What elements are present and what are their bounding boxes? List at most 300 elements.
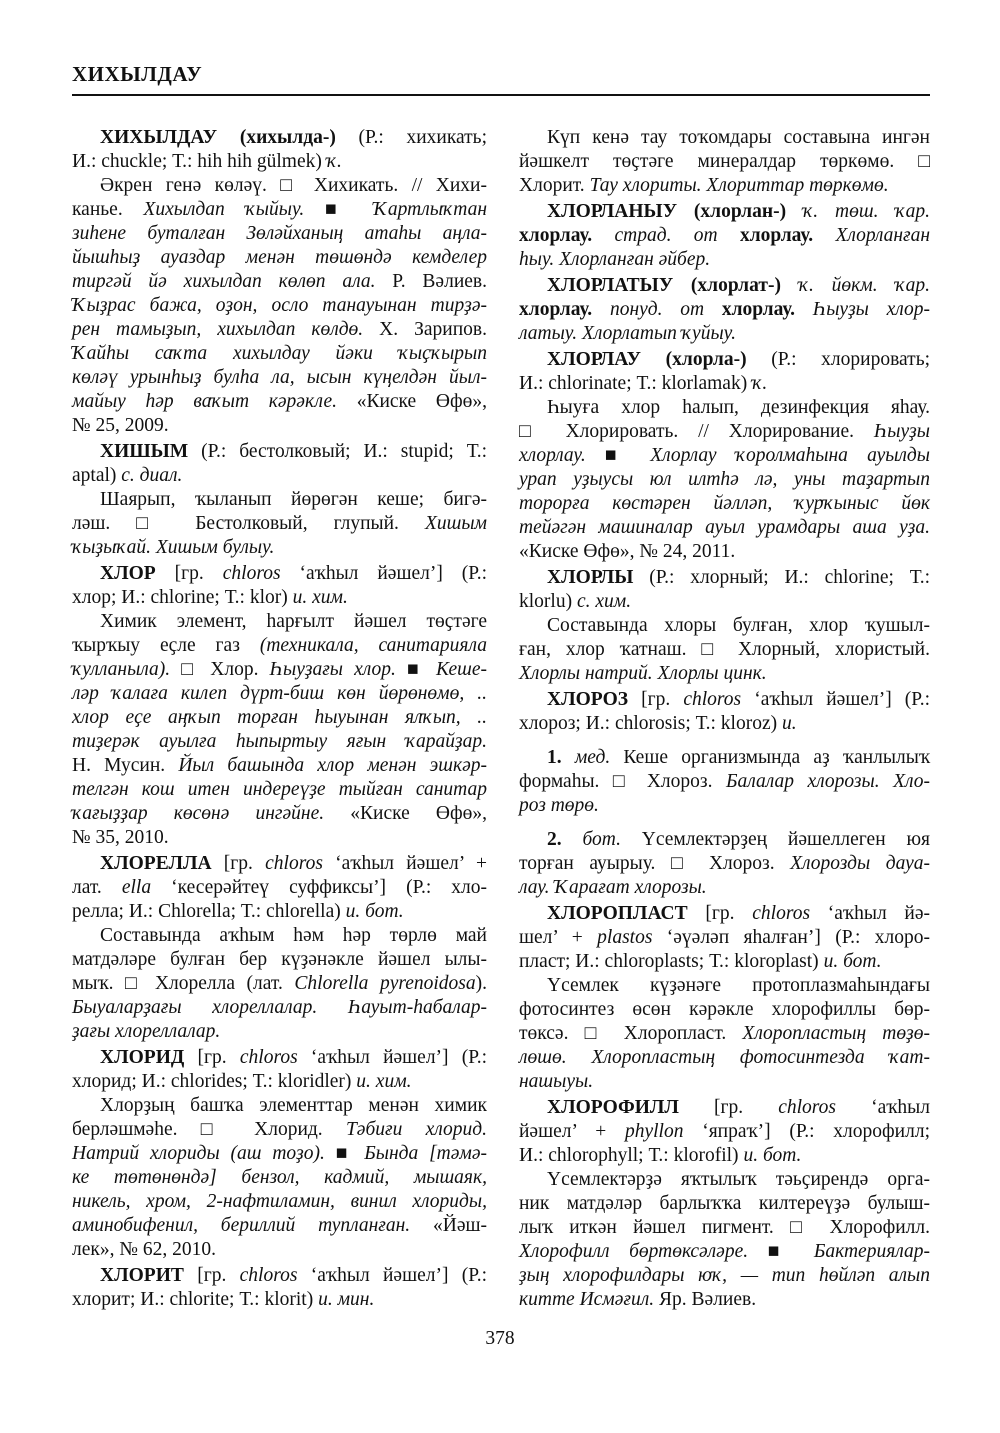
italic-text: Хлорланған xyxy=(835,225,931,246)
italic-text: латыу. Хлорлатып ҡуйыу. xyxy=(519,323,736,344)
text-line xyxy=(519,516,930,540)
italic-text: с. диал. xyxy=(121,465,183,486)
bold-text: ХЛОРЛАУ (хлорла-) xyxy=(547,349,747,370)
text: релла; И.: Chlorella; Т.: chlorella) xyxy=(72,901,346,922)
text: Яр. Вәлиев. xyxy=(654,1289,757,1310)
bold-text: хлорлау. xyxy=(519,225,593,246)
italic-text: plastos xyxy=(597,927,653,948)
entry-definition xyxy=(72,488,487,560)
text-line xyxy=(519,492,930,516)
text: Химик элемент, һарғылт йәшел төҫтәге xyxy=(100,611,487,632)
text-line xyxy=(72,1046,487,1070)
text-line xyxy=(519,348,930,372)
text: ■ xyxy=(748,1241,814,1262)
text-line xyxy=(72,342,487,366)
text-line xyxy=(519,1070,930,1094)
text-line xyxy=(72,464,487,488)
text: ‘аҡһыл йәшел’] (Р.: xyxy=(297,1047,487,1068)
text: ‘аҡһыл йә- xyxy=(810,903,930,924)
text-line xyxy=(72,634,487,658)
italic-text: Хлоропластың төҙө- xyxy=(742,1023,930,1044)
entry-sense xyxy=(519,746,930,818)
text: ■ xyxy=(324,1143,365,1164)
bold-text: ХЛОРИД xyxy=(100,1047,185,1068)
text: ник матдәләр барлыҡҡа килтереүҙә булыш- xyxy=(519,1193,930,1214)
bold-text: ХЛОРЛАТЫУ (хлорлат-) xyxy=(547,275,781,296)
italic-text: Тау хлориты. Хлориттар төркөмө. xyxy=(589,175,889,196)
text-line xyxy=(72,126,487,150)
text: шел’ + xyxy=(519,927,598,948)
text-line xyxy=(519,396,930,420)
text: ‘аҡһыл йәшел’] (Р.: xyxy=(297,1265,487,1286)
text-line xyxy=(72,270,487,294)
italic-text: китте Исмәғил. xyxy=(519,1289,655,1310)
text: Күп кенә тау тоҡомдары составына ингән xyxy=(547,127,930,148)
italic-text: с. хим. xyxy=(576,591,632,612)
italic-text: chloros xyxy=(752,903,811,924)
text: берләшмәһе. □ Хлорид. xyxy=(72,1119,346,1140)
dictionary-entry-head xyxy=(72,126,487,174)
text: И.: chlorinate; Т.: klorlamak) xyxy=(519,373,753,394)
text-line xyxy=(519,126,930,150)
entry-definition xyxy=(72,1094,487,1262)
text-line xyxy=(519,468,930,492)
italic-text: Бактериялар- xyxy=(813,1241,931,1262)
text: Үсемлектәрҙә яҡтылыҡ тәьҫирендә орга- xyxy=(547,1169,930,1190)
header-rule xyxy=(72,94,930,96)
italic-text: тиҙерәк ауылға һыпыртыу яғын ҡарайҙар. xyxy=(72,731,487,752)
text: йәшел’ + xyxy=(519,1121,625,1142)
text-line xyxy=(519,248,930,272)
entry-definition xyxy=(519,614,930,686)
italic-text: аминобифенил, бериллий тупланған. xyxy=(72,1215,411,1236)
italic-text: ҙың хлорофилдары юҡ, — тип һөйләп алып xyxy=(519,1265,930,1286)
entry-definition xyxy=(72,174,487,438)
text: ләш. □ Бестолковый, глупый. xyxy=(72,513,425,534)
italic-text: Ҡайһы саҡта хихылдау йәки ҡыҫҡырып xyxy=(72,343,487,364)
text: «Йәш- xyxy=(410,1215,487,1236)
text-line xyxy=(519,200,930,224)
italic-text: Һыуҙағы хлор. xyxy=(269,659,396,680)
text-line xyxy=(519,770,930,794)
text: [гр. xyxy=(628,689,684,710)
text: ‘аҡһыл xyxy=(836,1097,930,1118)
text-line xyxy=(72,198,487,222)
text-line xyxy=(72,1264,487,1288)
text-line xyxy=(519,1046,930,1070)
text-line xyxy=(72,682,487,706)
text-line xyxy=(519,852,930,876)
text: [гр. xyxy=(184,1047,240,1068)
italic-text: и. хим. xyxy=(292,587,348,608)
italic-text: понуд. от xyxy=(609,299,705,320)
bold-text: ХЛОРОЗ xyxy=(547,689,629,710)
italic-text: һыу. Хлорланған әйбер. xyxy=(519,249,711,270)
text: Һыуға хлор һалып, дезинфекция яһау. xyxy=(547,397,930,418)
text-line xyxy=(519,638,930,662)
italic-text: ҡ. йөкм. ҡар. xyxy=(798,275,930,296)
italic-text: ҡ. төш. ҡар. xyxy=(803,201,931,222)
text-line xyxy=(519,444,930,468)
entry-definition xyxy=(519,396,930,564)
text-line xyxy=(519,828,930,852)
text-line xyxy=(519,950,930,974)
text: Кеше организмында аҙ ҡанлылыҡ xyxy=(610,747,931,768)
text-line xyxy=(72,948,487,972)
text: □ Хлор. xyxy=(170,659,270,680)
text: Н. Мусин. xyxy=(72,755,179,776)
bold-text: хлорлау. xyxy=(739,225,814,246)
page-number: 378 xyxy=(485,1328,515,1349)
text-line xyxy=(72,852,487,876)
bold-text: хлорлау. xyxy=(721,299,796,320)
italic-text: ҡағыҙҙар көсөнә ингәйне. xyxy=(72,803,325,824)
text: ). xyxy=(475,973,487,994)
text: (Р.: хихикать; xyxy=(335,127,487,148)
italic-text: хлорлау. xyxy=(519,445,586,466)
text-line xyxy=(519,540,930,564)
dictionary-entry-head xyxy=(519,200,930,272)
text-line xyxy=(72,924,487,948)
italic-text: нашыуы. xyxy=(519,1071,594,1092)
entry-sense xyxy=(519,828,930,900)
text: [гр. xyxy=(211,853,266,874)
italic-text: Бында [тәмә- xyxy=(364,1143,487,1164)
text-line xyxy=(519,274,930,298)
dictionary-entry-head xyxy=(72,440,487,488)
text-line xyxy=(72,1214,487,1238)
text: фотосинтез өсөн кәрәкле хлорофиллы бөр- xyxy=(519,999,930,1020)
text-line xyxy=(519,998,930,1022)
text-line xyxy=(72,222,487,246)
text-line xyxy=(519,1192,930,1216)
entry-definition xyxy=(519,974,930,1094)
text-line xyxy=(519,688,930,712)
text: (Р.: хлорный; И.: chlorine; Т.: xyxy=(633,567,930,588)
text: хлорид; И.: chlorides; Т.: kloridler) xyxy=(72,1071,357,1092)
text: klorlu) xyxy=(519,591,577,612)
text: Х. Зарипов. xyxy=(363,319,487,340)
bold-text: ХЛОРИТ xyxy=(100,1265,184,1286)
italic-text: и. бот. xyxy=(743,1145,802,1166)
text: ‘аҡһыл йәшел’] (Р.: xyxy=(280,563,487,584)
text xyxy=(786,201,803,222)
text: ■ xyxy=(585,445,651,466)
text xyxy=(718,225,740,246)
text-line xyxy=(72,512,487,536)
text-line xyxy=(519,372,930,396)
italic-text: ҡ. xyxy=(326,151,342,172)
italic-text: Хлорлы натрий. Хлорлы цинк. xyxy=(519,663,767,684)
text-line xyxy=(519,662,930,686)
text-line xyxy=(72,366,487,390)
text-line xyxy=(72,1118,487,1142)
text-line xyxy=(72,440,487,464)
text: торған ауырыу. □ Хлороз. xyxy=(519,853,791,874)
italic-text: (техникала, санитарияла xyxy=(259,635,487,656)
text xyxy=(781,275,799,296)
text-line xyxy=(72,1288,487,1312)
italic-text: Һыуҙы хлор- xyxy=(812,299,931,320)
italic-text: рен тамыҙып, хихылдап көлдө. xyxy=(72,319,364,340)
italic-text: и. xyxy=(782,713,797,734)
italic-text: хлор еҫе аңҡып торған һыуынан ялҡып, .. xyxy=(72,707,487,728)
dictionary-entry-head xyxy=(519,566,930,614)
text-line xyxy=(519,1240,930,1264)
italic-text: chloros xyxy=(239,1265,298,1286)
text-line xyxy=(72,754,487,778)
text: И.: chuckle; Т.: hih hih gülmek) xyxy=(72,151,327,172)
text xyxy=(704,299,722,320)
dictionary-entry-head xyxy=(72,562,487,610)
bold-text: ХИШЫМ xyxy=(100,441,189,462)
text: (Р.: хлорировать; xyxy=(746,349,931,370)
text-line xyxy=(519,746,930,770)
italic-text: никель, хром, 2-нафтиламин, винил хлориды, xyxy=(72,1191,487,1212)
bold-text: ХЛОРЛАНЫУ (хлорлан-) xyxy=(547,201,787,222)
text-line xyxy=(519,902,930,926)
italic-text: ҡ. xyxy=(752,373,768,394)
italic-text: мед. xyxy=(574,747,611,768)
text: № 25, 2009. xyxy=(72,415,169,436)
text-line xyxy=(72,562,487,586)
italic-text: chloros xyxy=(265,853,323,874)
italic-text: роз төрө. xyxy=(519,795,599,816)
text-line xyxy=(519,174,930,198)
italic-text: урап уҙыусы юл илтһә лә, уны таҙартып xyxy=(519,469,930,490)
italic-text: chloros xyxy=(683,689,742,710)
text-line xyxy=(519,794,930,818)
bold-text: 1. xyxy=(547,747,562,768)
italic-text: и. бот. xyxy=(823,951,882,972)
text-line xyxy=(519,876,930,900)
italic-text: Тәбиғи хлорид. xyxy=(345,1119,487,1140)
text-line xyxy=(72,730,487,754)
text: [гр. xyxy=(687,903,753,924)
text-line xyxy=(72,972,487,996)
text-line xyxy=(72,294,487,318)
text-line xyxy=(519,298,930,322)
text-line xyxy=(72,610,487,634)
text-line xyxy=(72,1070,487,1094)
italic-text: тейәгән машиналар ауыл урамдары аша уҙа. xyxy=(519,517,930,538)
text: [гр. xyxy=(155,563,223,584)
text-line xyxy=(72,996,487,1020)
text-line xyxy=(72,1238,487,1262)
italic-text: и. хим. xyxy=(356,1071,412,1092)
left-column xyxy=(72,126,487,1312)
text-line xyxy=(72,802,487,826)
text: □ Хлорировать. // Хлорирование. xyxy=(519,421,874,442)
text: формаһы. □ Хлороз. xyxy=(519,771,727,792)
text: ■ xyxy=(395,659,437,680)
bold-text: ХЛОРЛЫ xyxy=(547,567,634,588)
text: И.: chlorophyll; Т.: klorofil) xyxy=(519,1145,744,1166)
dictionary-entry-head xyxy=(519,348,930,396)
italic-text: Ҡартлыҡтан xyxy=(373,199,487,220)
text-line xyxy=(72,1094,487,1118)
text: ‘япраҡ’] (Р.: хлорофилл; xyxy=(683,1121,930,1142)
text-line xyxy=(519,224,930,248)
italic-text: Хлорлау ҡоролмаһына ауылды xyxy=(650,445,930,466)
italic-text: chloros xyxy=(778,1097,837,1118)
text: ‘аҡһыл йәшел’] (Р.: xyxy=(741,689,930,710)
text: матдәләре булған бер күҙәнәкле йәшел ылы- xyxy=(72,949,487,970)
bold-text: ХЛОРОФИЛЛ xyxy=(547,1097,679,1118)
bold-text: ХИХЫЛДАУ (хихылда-) xyxy=(100,127,336,148)
italic-text: chloros xyxy=(239,1047,298,1068)
dictionary-entry-head xyxy=(519,902,930,974)
text xyxy=(562,829,583,850)
text-line xyxy=(519,1022,930,1046)
text-line xyxy=(72,488,487,512)
text-line xyxy=(519,1120,930,1144)
text xyxy=(562,747,575,768)
text-line xyxy=(519,1144,930,1168)
italic-text: Быуаларҙағы хлореллалар. Һауыт-һабалар- xyxy=(72,997,487,1018)
italic-text: йышһыҙ ауаздар менән төшөндә кемделер xyxy=(72,247,487,268)
text-line xyxy=(519,420,930,444)
running-head: ХИХЫЛДАУ xyxy=(72,62,203,86)
italic-text: ке төтөнөндә] бензол, кадмий, мышаяк, xyxy=(72,1167,487,1188)
italic-text: Хихылдап ҡыйыу. xyxy=(143,199,305,220)
text-line xyxy=(72,536,487,560)
italic-text: Ҡыҙрас бажа, оҙон, осло танауынан тирҙә- xyxy=(72,295,487,316)
dictionary-entry-head xyxy=(519,274,930,346)
dictionary-entry-head xyxy=(519,688,930,736)
text: пласт; И.: chloroplasts; Т.: kloroplast) xyxy=(519,951,824,972)
entry-definition xyxy=(519,1168,930,1312)
text: хлороз; И.: chlorosis; Т.: kloroz) xyxy=(519,713,782,734)
italic-text: ләр ҡалаға килеп дүрт-биш көн йөрөнөмө, .. xyxy=(72,683,487,704)
italic-text: торорға көстәрен йәлләп, ҡурҡыныс йөк xyxy=(519,493,930,514)
text-line xyxy=(72,876,487,900)
dictionary-entry-head xyxy=(519,1096,930,1168)
text: ■ xyxy=(304,199,374,220)
text-line xyxy=(72,318,487,342)
text: ған, хлор ҡатнаш. □ Хлорный, хлористый. xyxy=(519,639,930,660)
text xyxy=(592,225,614,246)
text-line xyxy=(72,1166,487,1190)
text-line xyxy=(519,614,930,638)
text-line xyxy=(519,322,930,346)
italic-text: chloros xyxy=(222,563,281,584)
dictionary-entry-head xyxy=(72,1046,487,1094)
text: Шаярып, ҡыланып йөрөгән кеше; бигә- xyxy=(100,489,487,510)
text-line xyxy=(519,926,930,950)
text: ‘әүәләп яһалған’] (Р.: хлоро- xyxy=(652,927,930,948)
text: aptal) xyxy=(72,465,122,486)
text: № 35, 2010. xyxy=(72,827,169,848)
text-line xyxy=(72,778,487,802)
bold-text: ХЛОРЕЛЛА xyxy=(100,853,212,874)
text: хлорит; И.: chlorite; Т.: klorit) xyxy=(72,1289,319,1310)
italic-text: Хлорофилл бөртөксәләре. xyxy=(519,1241,749,1262)
text xyxy=(592,299,610,320)
text-line xyxy=(72,1020,487,1044)
text-line xyxy=(519,1168,930,1192)
italic-text: ҡулланыла). xyxy=(72,659,171,680)
text: канье. xyxy=(72,199,144,220)
text: ҡырҡыу еҫле газ xyxy=(72,635,260,656)
text: йәшкелт төҫтәге минералдар төркөмө. □ xyxy=(519,151,930,172)
text: (Р.: бестолковый; И.: stupid; Т.: xyxy=(188,441,487,462)
entry-definition xyxy=(519,126,930,198)
text-line xyxy=(72,1142,487,1166)
text-line xyxy=(519,1288,930,1312)
text-line xyxy=(72,658,487,682)
text: лыҡ иткән йәшел пигмент. □ Хлорофилл. xyxy=(519,1217,930,1238)
italic-text: и. бот. xyxy=(345,901,404,922)
italic-text: Балалар хлорозы. Хло- xyxy=(726,771,930,792)
text: «Киске Өфө», № 24, 2011. xyxy=(519,541,736,562)
text: лек», № 62, 2010. xyxy=(72,1239,216,1260)
text-line xyxy=(72,246,487,270)
text: Үсемлектәрҙең йәшеллеген юя xyxy=(620,829,931,850)
text: «Киске Өфө», xyxy=(324,803,487,824)
text: хлор; И.: chlorine; Т.: klor) xyxy=(72,587,293,608)
italic-text: Йыл башында хлор менән эшкәр- xyxy=(178,755,487,776)
text xyxy=(795,299,813,320)
italic-text: майыу һәр ваҡыт кәрәкле. xyxy=(72,391,337,412)
italic-text: тиргәй йә хихылдап көлөп ала. xyxy=(72,271,376,292)
dictionary-entry-head xyxy=(72,852,487,924)
italic-text: зиһене буталған Зөләйханың атаһы аңла- xyxy=(72,223,487,244)
bold-text: хлорлау. xyxy=(519,299,593,320)
text-line xyxy=(519,1264,930,1288)
italic-text: ҡыҙыҡай. Хишым булыу. xyxy=(72,537,275,558)
italic-text: лау. Ҡарағат хлорозы. xyxy=(519,877,707,898)
text-line xyxy=(72,826,487,850)
text: Хлорит. xyxy=(519,175,590,196)
text-line xyxy=(519,1216,930,1240)
text-line xyxy=(72,1190,487,1214)
text: лат. xyxy=(72,877,122,898)
text: мыҡ. □ Хлорелла (лат. xyxy=(72,973,295,994)
dictionary-entry-head xyxy=(72,1264,487,1312)
text-line xyxy=(72,706,487,730)
text-line xyxy=(72,414,487,438)
text-line xyxy=(72,390,487,414)
text: «Киске Өфө», xyxy=(336,391,487,412)
italic-text: phyllon xyxy=(624,1121,684,1142)
italic-text: Кеше- xyxy=(436,659,488,680)
text: Үсемлек күҙәнәге протоплазмаһындағы xyxy=(547,975,930,996)
bold-text: 2. xyxy=(547,829,562,850)
text-line xyxy=(72,586,487,610)
italic-text: телгән кош итен индереүҙе тыйған санитар xyxy=(72,779,487,800)
italic-text: көләү урынһыҙ булһа ла, ысын күңелдән йыл- xyxy=(72,367,487,388)
text: [гр. xyxy=(678,1097,779,1118)
text: Составында хлоры булған, хлор ҡушыл- xyxy=(547,615,930,636)
bold-text: ХЛОРОПЛАСТ xyxy=(547,903,688,924)
italic-text: лөшө. Хлоропластың фотосинтезда ҡат- xyxy=(519,1047,930,1068)
text-line xyxy=(72,900,487,924)
text-line xyxy=(519,150,930,174)
italic-text: ella xyxy=(121,877,152,898)
text: ‘аҡһыл йәшел’ + xyxy=(322,853,487,874)
text-line xyxy=(519,1096,930,1120)
text xyxy=(813,225,835,246)
italic-text: бот. xyxy=(582,829,621,850)
text: ‘кесерәйтеү суффиксы’] (Р.: хло- xyxy=(151,877,488,898)
text-line xyxy=(519,974,930,998)
italic-text: страд. от xyxy=(614,225,718,246)
text: Әкрен генә көләү. □ Хихикать. // Хихи- xyxy=(100,175,487,196)
entry-definition xyxy=(72,924,487,1044)
text-line xyxy=(519,590,930,614)
text-line xyxy=(72,174,487,198)
